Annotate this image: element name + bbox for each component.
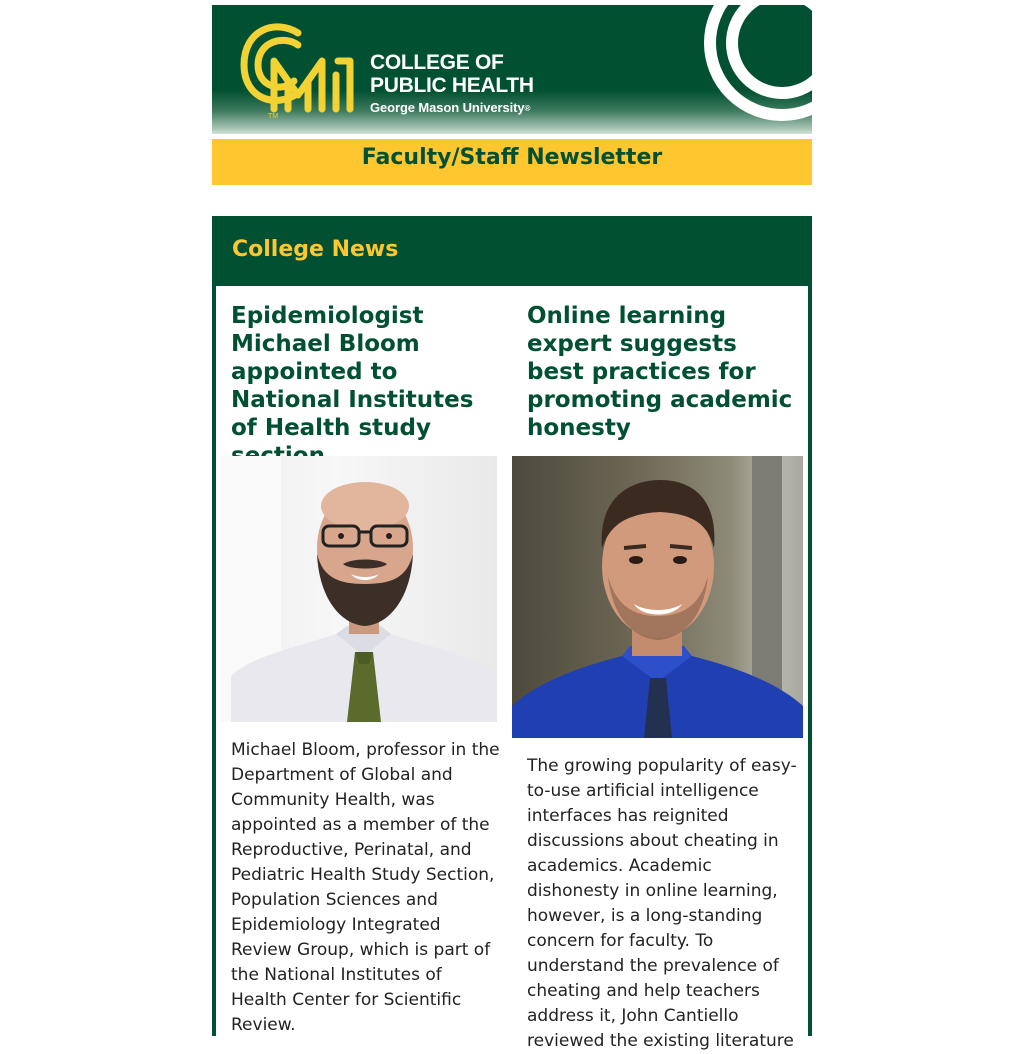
college-news-section	[212, 216, 812, 1051]
article-body-bloom: Michael Bloom, professor in the Department of Global and Community Health, was appointed as a member of the Reproductive, Perinatal, and Pediatric Health Study Section, Population Sciences and Epidemiology Integrated Review Group, which is part of the National Institutes of Health Center for Scientific Review.	[231, 740, 500, 1035]
logo-line-public-health: PUBLIC HEALTH	[370, 74, 534, 97]
gmu-logo-mark	[238, 21, 364, 121]
college-news-heading: College News	[216, 216, 808, 286]
logo-tm: TM	[268, 113, 279, 120]
photo-michael-bloom[interactable]	[231, 456, 497, 722]
photo-john-cantiello[interactable]	[512, 456, 803, 738]
logo-line-university: George Mason University	[370, 100, 525, 115]
newsletter-title: Faculty/Staff Newsletter	[212, 139, 812, 185]
article-body-cantiello: The growing popularity of easy-to-use artificial intelligence interfaces has reignited discussions about cheating in academics. Academic dishonesty in online learning, however, is a long-standing concern for faculty. To understand the prevalence of cheating and help teachers address it, John Cantiello reviewed the existing literature	[527, 756, 797, 1051]
article-title-cantiello[interactable]: Online learning expert suggests best practices for promoting academic honesty	[527, 303, 793, 441]
college-wordmark	[370, 51, 534, 120]
header-banner	[212, 5, 812, 134]
registered-icon: ®	[524, 104, 531, 113]
logo-line-college-of: COLLEGE OF	[370, 51, 504, 74]
article-title-bloom[interactable]: Epidemiologist Michael Bloom appointed to National Institutes of Health study	[231, 303, 474, 441]
